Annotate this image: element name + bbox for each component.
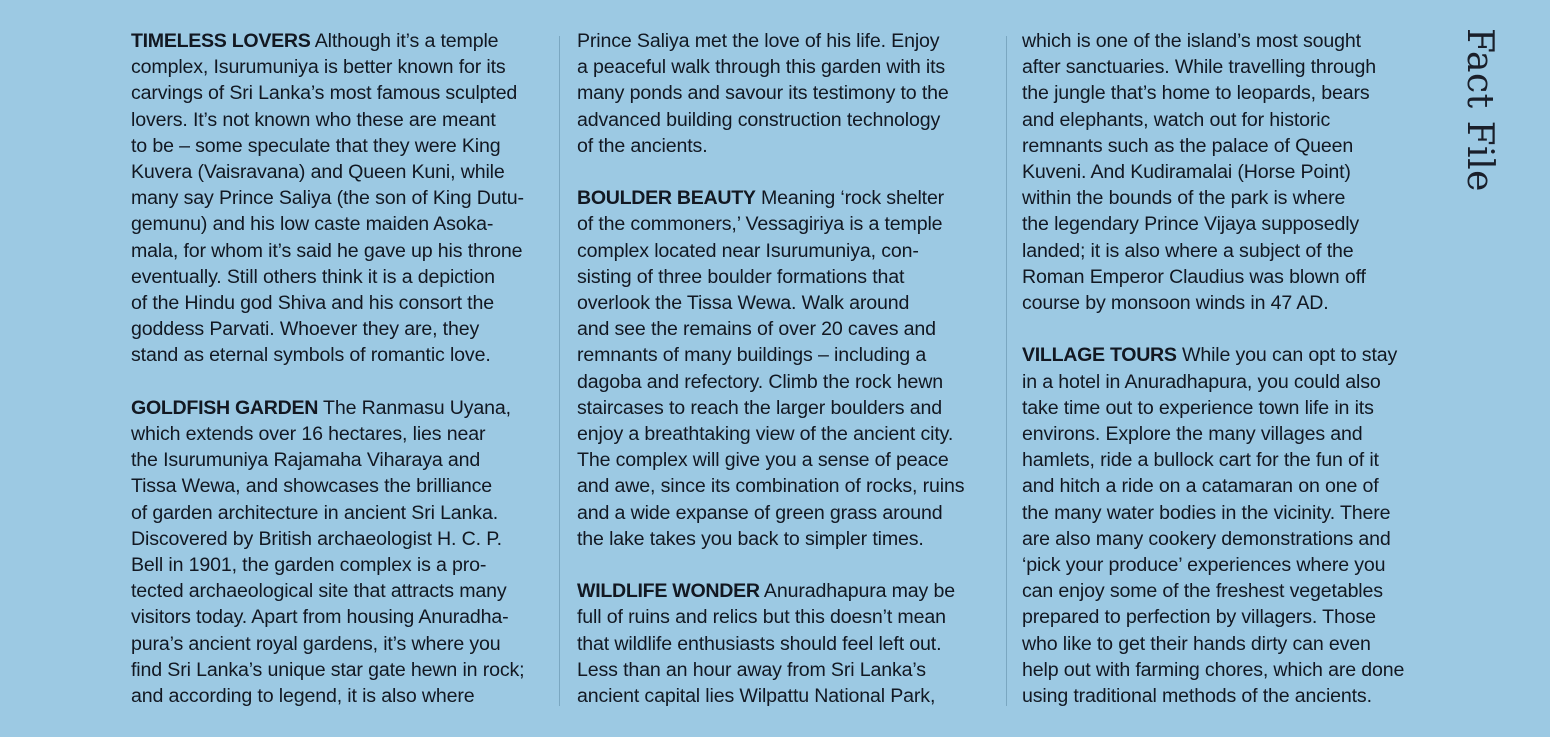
- section-first-line: While you can opt to stay: [1181, 344, 1398, 367]
- body-text-line: help out with farming chores, which are done: [1022, 658, 1405, 681]
- body-text-line: staircases to reach the larger boulders and: [577, 396, 942, 419]
- body-text-line: tected archaeological site that attracts many: [131, 580, 507, 603]
- body-text-line: of the ancients.: [577, 134, 708, 157]
- body-text-line: Kuveni. And Kudiramalai (Horse Point): [1022, 161, 1351, 184]
- body-text-line: carvings of Sri Lanka’s most famous sculpted: [131, 82, 518, 105]
- section-lead-line: [1022, 342, 1432, 368]
- body-text-line: pura’s ancient royal gardens, it’s where you: [131, 632, 501, 655]
- body-text-line: find Sri Lanka’s unique star gate hewn in rock;: [131, 658, 525, 681]
- section-lead-line: [131, 28, 551, 54]
- body-text-line: the legendary Prince Vijaya supposedly: [1022, 213, 1360, 236]
- body-text-line: environs. Explore the many villages and: [1022, 423, 1363, 446]
- body-text-line: and see the remains of over 20 caves and: [577, 318, 936, 341]
- section-first-line: Meaning ‘rock shelter: [760, 187, 945, 210]
- body-text-line: a peaceful walk through this garden with its: [577, 56, 946, 79]
- section-heading: VILLAGE TOURS: [1022, 344, 1177, 367]
- paragraph-gap: [577, 159, 992, 185]
- section-heading: TIMELESS LOVERS: [131, 30, 311, 52]
- body-text-line: enjoy a breathtaking view of the ancient city.: [577, 423, 954, 446]
- body-text-line: can enjoy some of the freshest vegetables: [1022, 580, 1383, 603]
- body-text-line: and awe, since its combination of rocks, ruins: [577, 475, 965, 498]
- body-text-line: Discovered by British archaeologist H. C. P.: [131, 527, 502, 550]
- body-text-line: dagoba and refectory. Climb the rock hewn: [577, 370, 943, 393]
- body-text-line: which extends over 16 hectares, lies near: [131, 423, 486, 446]
- body-text-line: many say Prince Saliya (the son of King Dutu-: [131, 187, 524, 210]
- body-text-line: advanced building construction technology: [577, 108, 941, 131]
- body-text-line: goddess Parvati. Whoever they are, they: [131, 318, 480, 341]
- body-text-line: and a wide expanse of green grass around: [577, 501, 943, 524]
- section-first-line: Although it’s a temple: [314, 30, 499, 52]
- section-lead-line: [577, 185, 992, 211]
- body-text-line: prepared to perfection by villagers. Those: [1022, 606, 1376, 629]
- body-text-line: after sanctuaries. While travelling through: [1022, 56, 1377, 79]
- body-text-line: mala, for whom it’s said he gave up his throne: [131, 239, 523, 262]
- body-text-line: remnants such as the palace of Queen: [1022, 134, 1354, 157]
- body-text-line: that wildlife enthusiasts should feel left out.: [577, 632, 942, 655]
- body-text-line: the many water bodies in the vicinity. There: [1022, 501, 1391, 524]
- body-text-line: complex located near Isurumuniya, con-: [577, 239, 919, 262]
- body-text-line: complex, Isurumuniya is better known for its: [131, 56, 506, 79]
- column-1: [131, 28, 551, 709]
- body-text-line: sisting of three boulder formations that: [577, 265, 905, 288]
- body-text-line: which is one of the island’s most sought: [1022, 30, 1361, 52]
- section-lead-line: [131, 395, 551, 421]
- section-heading: GOLDFISH GARDEN: [131, 396, 319, 419]
- body-text-line: and elephants, watch out for historic: [1022, 108, 1331, 131]
- body-text-line: take time out to experience town life in its: [1022, 396, 1374, 419]
- body-text-line: Less than an hour away from Sri Lanka’s: [577, 658, 926, 681]
- body-text-line: are also many cookery demonstrations and: [1022, 527, 1391, 550]
- body-text-line: Prince Saliya met the love of his life. Enjoy: [577, 30, 940, 52]
- body-text-line: the Isurumuniya Rajamaha Viharaya and: [131, 449, 481, 472]
- body-text-line: to be – some speculate that they were King: [131, 134, 501, 157]
- body-text-line: overlook the Tissa Wewa. Walk around: [577, 292, 910, 315]
- body-text-line: eventually. Still others think it is a depiction: [131, 265, 495, 288]
- body-text-line: full of ruins and relics but this doesn’t mean: [577, 606, 946, 629]
- body-text-line: landed; it is also where a subject of the: [1022, 239, 1354, 262]
- paragraph-gap: [1022, 316, 1432, 342]
- body-text-line: ‘pick your produce’ experiences where you: [1022, 554, 1386, 577]
- body-text-line: the lake takes you back to simpler times.: [577, 527, 924, 550]
- body-text-line: within the bounds of the park is where: [1022, 187, 1346, 210]
- body-text-line: remnants of many buildings – including a: [577, 344, 927, 367]
- body-text-line: stand as eternal symbols of romantic love.: [131, 344, 491, 367]
- body-text-line: Kuvera (Vaisravana) and Queen Kuni, while: [131, 161, 505, 184]
- body-text-line: The complex will give you a sense of peace: [577, 449, 949, 472]
- body-text-line: using traditional methods of the ancients.: [1022, 685, 1372, 708]
- body-text-line: of the commoners,’ Vessagiriya is a temple: [577, 213, 943, 236]
- body-text-line: Bell in 1901, the garden complex is a pro-: [131, 554, 487, 577]
- body-text-line: who like to get their hands dirty can even: [1022, 632, 1371, 655]
- body-text-line: many ponds and savour its testimony to the: [577, 82, 949, 105]
- body-text-line: of the Hindu god Shiva and his consort the: [131, 292, 494, 315]
- paragraph-gap: [131, 369, 551, 395]
- paragraph-gap: [577, 552, 992, 578]
- body-text-line: visitors today. Apart from housing Anuradha-: [131, 606, 509, 629]
- column-2: [577, 28, 992, 709]
- body-text-line: of garden architecture in ancient Sri Lanka.: [131, 501, 498, 524]
- body-text-line: ancient capital lies Wilpattu National Park,: [577, 685, 936, 708]
- body-text-line: lovers. It’s not known who these are meant: [131, 108, 496, 131]
- body-text-line: hamlets, ride a bullock cart for the fun of it: [1022, 449, 1379, 472]
- body-text-line: gemunu) and his low caste maiden Asoka-: [131, 213, 494, 236]
- section-lead-line: [577, 578, 992, 604]
- fact-file-side-title: Fact File: [1459, 28, 1500, 192]
- section-first-line: The Ranmasu Uyana,: [323, 396, 511, 419]
- body-text-line: course by monsoon winds in 47 AD.: [1022, 292, 1329, 315]
- section-heading: BOULDER BEAUTY: [577, 187, 756, 210]
- body-text-line: in a hotel in Anuradhapura, you could also: [1022, 370, 1381, 393]
- body-text-line: Roman Emperor Claudius was blown off: [1022, 265, 1366, 288]
- body-text-line: and according to legend, it is also where: [131, 685, 475, 708]
- body-text-line: Tissa Wewa, and showcases the brilliance: [131, 475, 493, 498]
- column-3: [1022, 28, 1432, 709]
- body-text-line: and hitch a ride on a catamaran on one of: [1022, 475, 1379, 498]
- section-heading: WILDLIFE WONDER: [577, 580, 760, 603]
- column-divider: [559, 36, 560, 706]
- body-text-line: the jungle that’s home to leopards, bears: [1022, 82, 1370, 105]
- column-divider: [1006, 36, 1007, 706]
- section-first-line: Anuradhapura may be: [763, 580, 955, 603]
